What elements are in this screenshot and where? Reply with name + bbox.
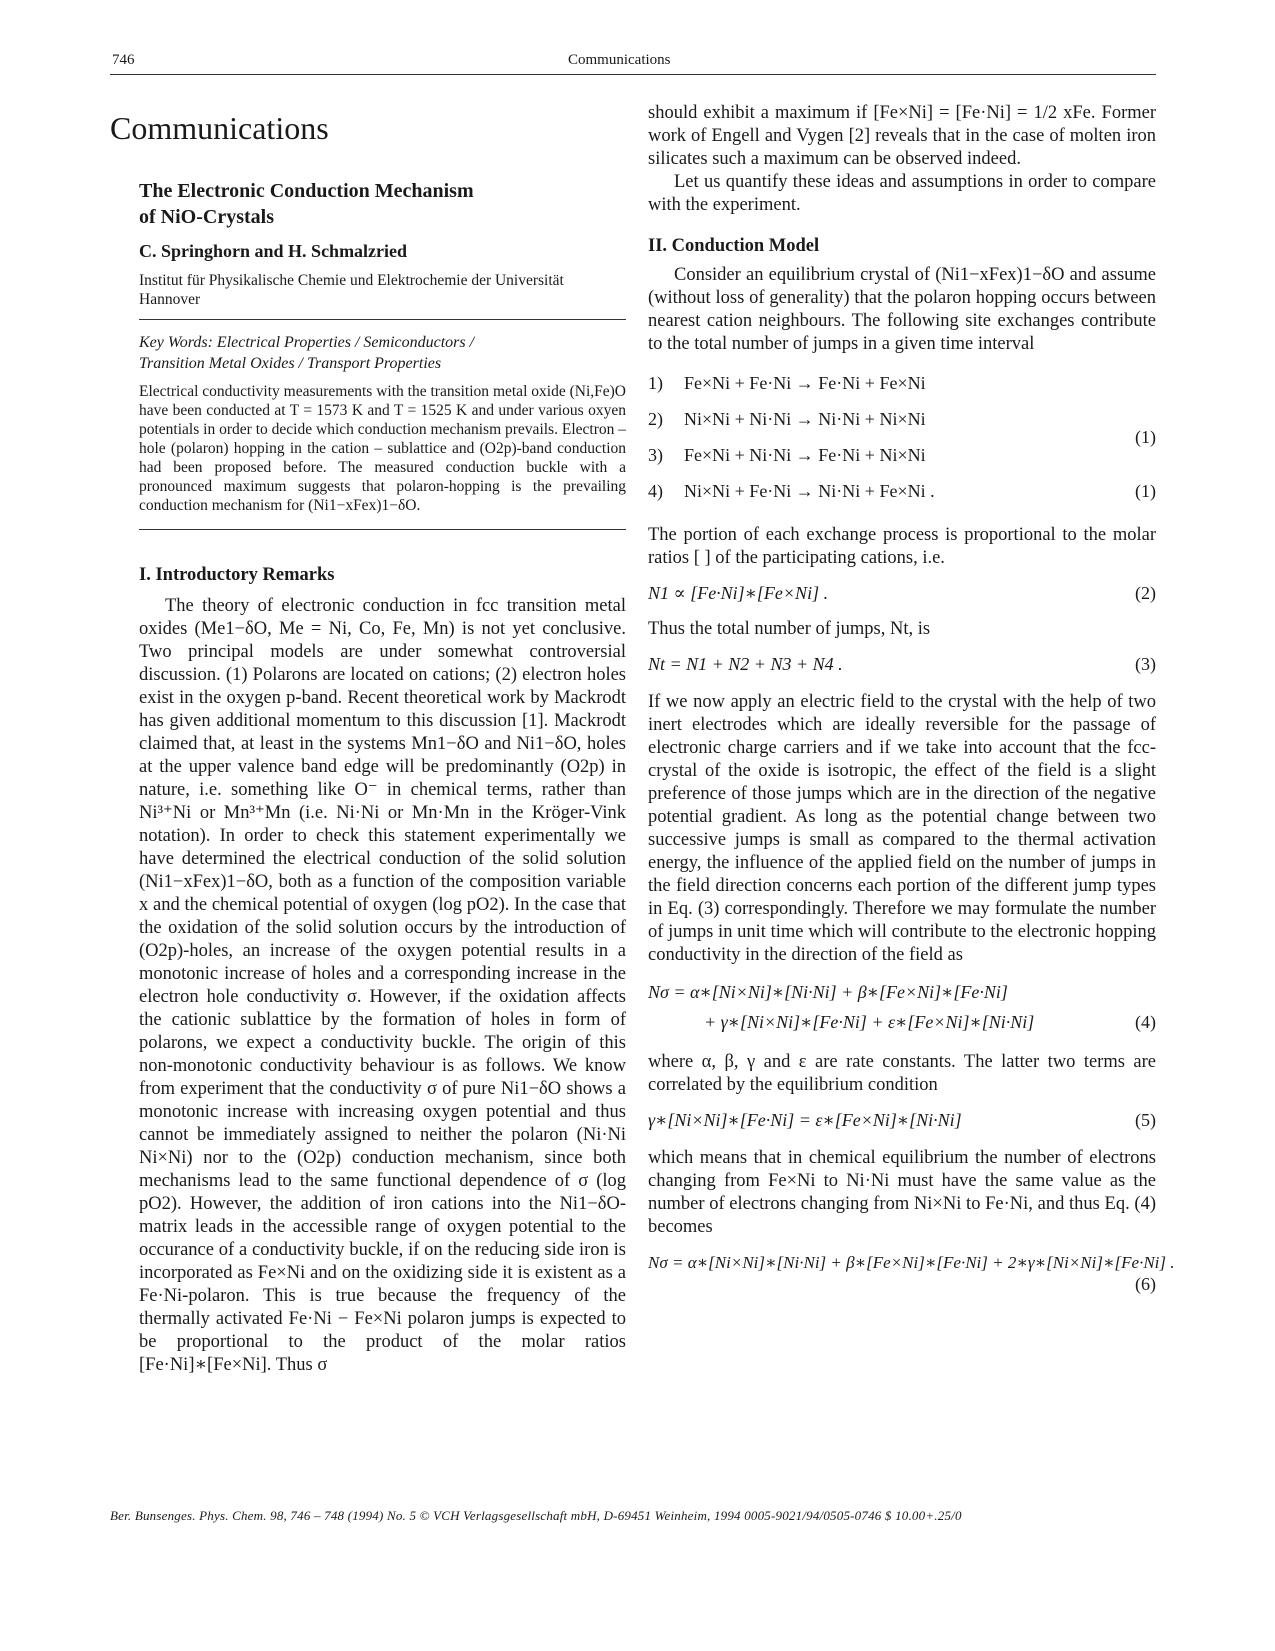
- reaction-index: 4): [648, 481, 663, 501]
- equation-text: Nσ = α∗[Ni×Ni]∗[Ni·Ni] + β∗[Fe×Ni]∗[Fe·Ni] + 2∗γ∗[Ni×Ni]∗[Fe·Ni] .: [648, 1253, 1175, 1272]
- equation-6-number: (6): [1135, 1274, 1156, 1294]
- reaction-text: Fe×Ni + Ni·Ni → Fe·Ni + Ni×Ni: [684, 445, 926, 465]
- equation-2: [648, 578, 1156, 608]
- equation-3: [648, 649, 1156, 679]
- reaction-group-number: (1): [1135, 427, 1156, 447]
- authors: C. Springhorn and H. Schmalzried: [139, 241, 408, 261]
- reaction-index: 2): [648, 409, 663, 429]
- equation-text: Nσ = α∗[Ni×Ni]∗[Ni·Ni] + β∗[Fe×Ni]∗[Fe·Ni]: [648, 982, 1008, 1002]
- keywords-line-1: Key Words: Electrical Properties / Semiconductors /: [139, 334, 475, 351]
- equation-text: N1 ∝ [Fe·Ni]∗[Fe×Ni] .: [648, 583, 829, 603]
- article-title-line-2: of NiO-Crystals: [139, 206, 274, 228]
- section-heading-introductory-remarks: I. Introductory Remarks: [139, 565, 335, 585]
- section-1-body: The theory of electronic conduction in fcc transition metal oxides (Me1−δO, Me = Ni, Co, Fe, Mn) is not yet conclusive. Two principal models are under somewhat controversial discussion. (1) Polarons are located on cations; (2) electron holes exist in the oxygen p-band. Recent theoretical work by Mackrodt has given additional momentum to this discussion [1]. Mackrodt claimed that, at least in the systems Mn1−δO and Ni1−δO, holes at the upper valence band edge will be predominantly (O2p) in nature, i.e. something like O⁻ in chemical terms, rather than Ni³⁺Ni or Mn³⁺Mn (i.e. Ni·Ni or Mn·Mn in the Kröger-Vink notation). In order to check this statement experimentally we have determined the electrical conduction of the solid solution (Ni1−xFex)1−δO, both as a function of the composition variable x and the chemical potential of oxygen (log pO2). In the case that the oxidation of the solid solution occurs by the introduction of (O2p)-holes, an increase of the oxygen potential results in a monotonic increase of holes and a corresponding increase in the electron hole conductivity σ. However, if the oxidation affects the cationic sublattice by the formation of holes in form of polarons, we expect a conductivity buckle. The origin of this non-monotonic conductivity behaviour is as follows. We know from experiment that the conductivity σ of pure Ni1−δO shows a monotonic increase with increasing oxygen potential and thus cannot be immediately assigned to neither the polaron (Ni·Ni Ni×Ni) nor to the (O2p) conduction mechanism, since both mechanisms lead to the same functional dependence of σ (log pO2). However, the addition of iron cations into the Ni1−δO-matrix leads in the accessible range of oxygen potential to the occurance of a conductivity buckle, if on the reducing side iron is incorporated as Fe×Ni and on the oxidizing side it is existent as a Fe·Ni-polaron. This is true because the frequency of the thermally activated Fe·Ni − Fe×Ni polaron jumps is expected to be proportional to the product of the molar ratios [Fe·Ni]∗[Fe×Ni]. Thus σ: [139, 596, 626, 1375]
- reaction-index: 1): [648, 373, 663, 393]
- equation-5: [648, 1105, 1156, 1135]
- equation-number: (4): [1135, 1012, 1156, 1032]
- abstract: Electrical conductivity measurements with the transition metal oxide (Ni,Fe)O have been conducted at T = 1573 K and T = 1525 K and under various oxyen potentials in order to decide which conduction mechanism prevails. Electron – hole (polaron) hopping in the cation – sublattice and (O2p)-band conduction had been proposed before. The measured conduction buckle with a pronounced maximum suggests that polaron-hopping is the prevailing conduction mechanism for (Ni1−xFex)1−δO.: [139, 383, 626, 514]
- equation-number: (3): [1135, 654, 1156, 674]
- left-column: [110, 108, 626, 1377]
- section-2-paragraph-1: Consider an equilibrium crystal of (Ni1−xFex)1−δO and assume (without loss of generality) that the polaron hopping occurs between nearest cation neighbours. The following site exchanges contribute to the total number of jumps in a given time interval: [648, 265, 1156, 354]
- reaction-index: 3): [648, 445, 663, 465]
- equation-number: (5): [1135, 1110, 1156, 1130]
- right-intro-paragraph-1: should exhibit a maximum if [Fe×Ni] = [Fe·Ni] = 1/2 xFe. Former work of Engell and Vygen [2] reveals that in the case of molten iron silicates such a maximum can be observed indeed.: [648, 103, 1156, 169]
- keywords: [139, 332, 626, 374]
- reaction-4: [648, 474, 1156, 510]
- article-title-line-1: The Electronic Conduction Mechanism: [139, 180, 474, 202]
- affiliation-line-1: Institut für Physikalische Chemie und Elektrochemie der Universität: [139, 272, 564, 289]
- article-title: [139, 178, 626, 230]
- equation-text: + γ∗[Ni×Ni]∗[Fe·Ni] + ε∗[Fe×Ni]∗[Ni·Ni]: [704, 1012, 1035, 1032]
- running-head-section: Communications: [568, 52, 671, 68]
- equation-text: γ∗[Ni×Ni]∗[Fe·Ni] = ε∗[Fe×Ni]∗[Ni·Ni]: [648, 1110, 962, 1130]
- section-title: Communications: [110, 110, 329, 146]
- right-intro-paragraph-2: Let us quantify these ideas and assumptions in order to compare with the experiment.: [648, 172, 1156, 215]
- text-eq3-intro: Thus the total number of jumps, Nt, is: [648, 619, 931, 639]
- text-rate-constants: where α, β, γ and ε are rate constants. The latter two terms are correlated by the equilibrium condition: [648, 1052, 1156, 1095]
- page-number: 746: [112, 52, 135, 68]
- text-electric-field: If we now apply an electric field to the crystal with the help of two inert electrodes which are ideally reversible for the passage of electronic charge carriers and if we take into account that the fcc-crystal of the oxide is isotropic, the effect of the field is a slight preference of those jumps which are in the direction of the negative potential gradient. As long as the potential change between two successive jumps is small as compared to the thermal activation energy, the influence of the applied field on the number of jumps in the field direction concerns each portion of the different jump types in Eq. (3) correspondingly. Therefore we may formulate the number of jumps in unit time which will contribute to the electronic hopping conductivity in the direction of the field as: [648, 692, 1156, 965]
- equation-text: Nt = N1 + N2 + N3 + N4 .: [648, 654, 843, 674]
- section-heading-conduction-model: II. Conduction Model: [648, 236, 820, 256]
- equation-number: (2): [1135, 583, 1156, 603]
- header-rule: [110, 74, 1156, 75]
- reaction-number: (1): [1135, 481, 1156, 501]
- reaction-text: Ni×Ni + Ni·Ni → Ni·Ni + Ni×Ni: [684, 409, 926, 429]
- equation-4-line-2: [648, 1007, 1156, 1037]
- affiliation: [139, 271, 626, 309]
- right-column: [648, 102, 1175, 1296]
- reactions-list: [648, 366, 1156, 510]
- reaction-text: Fe×Ni + Fe·Ni → Fe·Ni + Fe×Ni: [684, 373, 926, 393]
- affiliation-line-2: Hannover: [139, 291, 201, 308]
- reaction-2: [648, 402, 1156, 447]
- footer-citation: Ber. Bunsenges. Phys. Chem. 98, 746 – 748 (1994) No. 5 © VCH Verlagsgesellschaft mbH, D-69451 Weinheim, 1994 0005-9021/94/0505-0746 $ 10.00+.25/0: [110, 1508, 962, 1523]
- equation-6: [648, 1247, 1175, 1273]
- equation-4-line-1: [648, 977, 1156, 1007]
- reaction-3: [648, 438, 1156, 474]
- keywords-line-2: Transition Metal Oxides / Transport Properties: [139, 355, 442, 372]
- text-after-reactions: The portion of each exchange process is proportional to the molar ratios [ ] of the participating cations, i.e.: [648, 525, 1156, 568]
- reaction-1: [648, 366, 1156, 402]
- reaction-text: Ni×Ni + Fe·Ni → Ni·Ni + Fe×Ni .: [684, 481, 935, 501]
- text-eq5-after: which means that in chemical equilibrium the number of electrons changing from Fe×Ni to Ni·Ni must have the same value as the number of electrons changing from Ni×Ni to Fe·Ni, and thus Eq. (4) becomes: [648, 1148, 1156, 1237]
